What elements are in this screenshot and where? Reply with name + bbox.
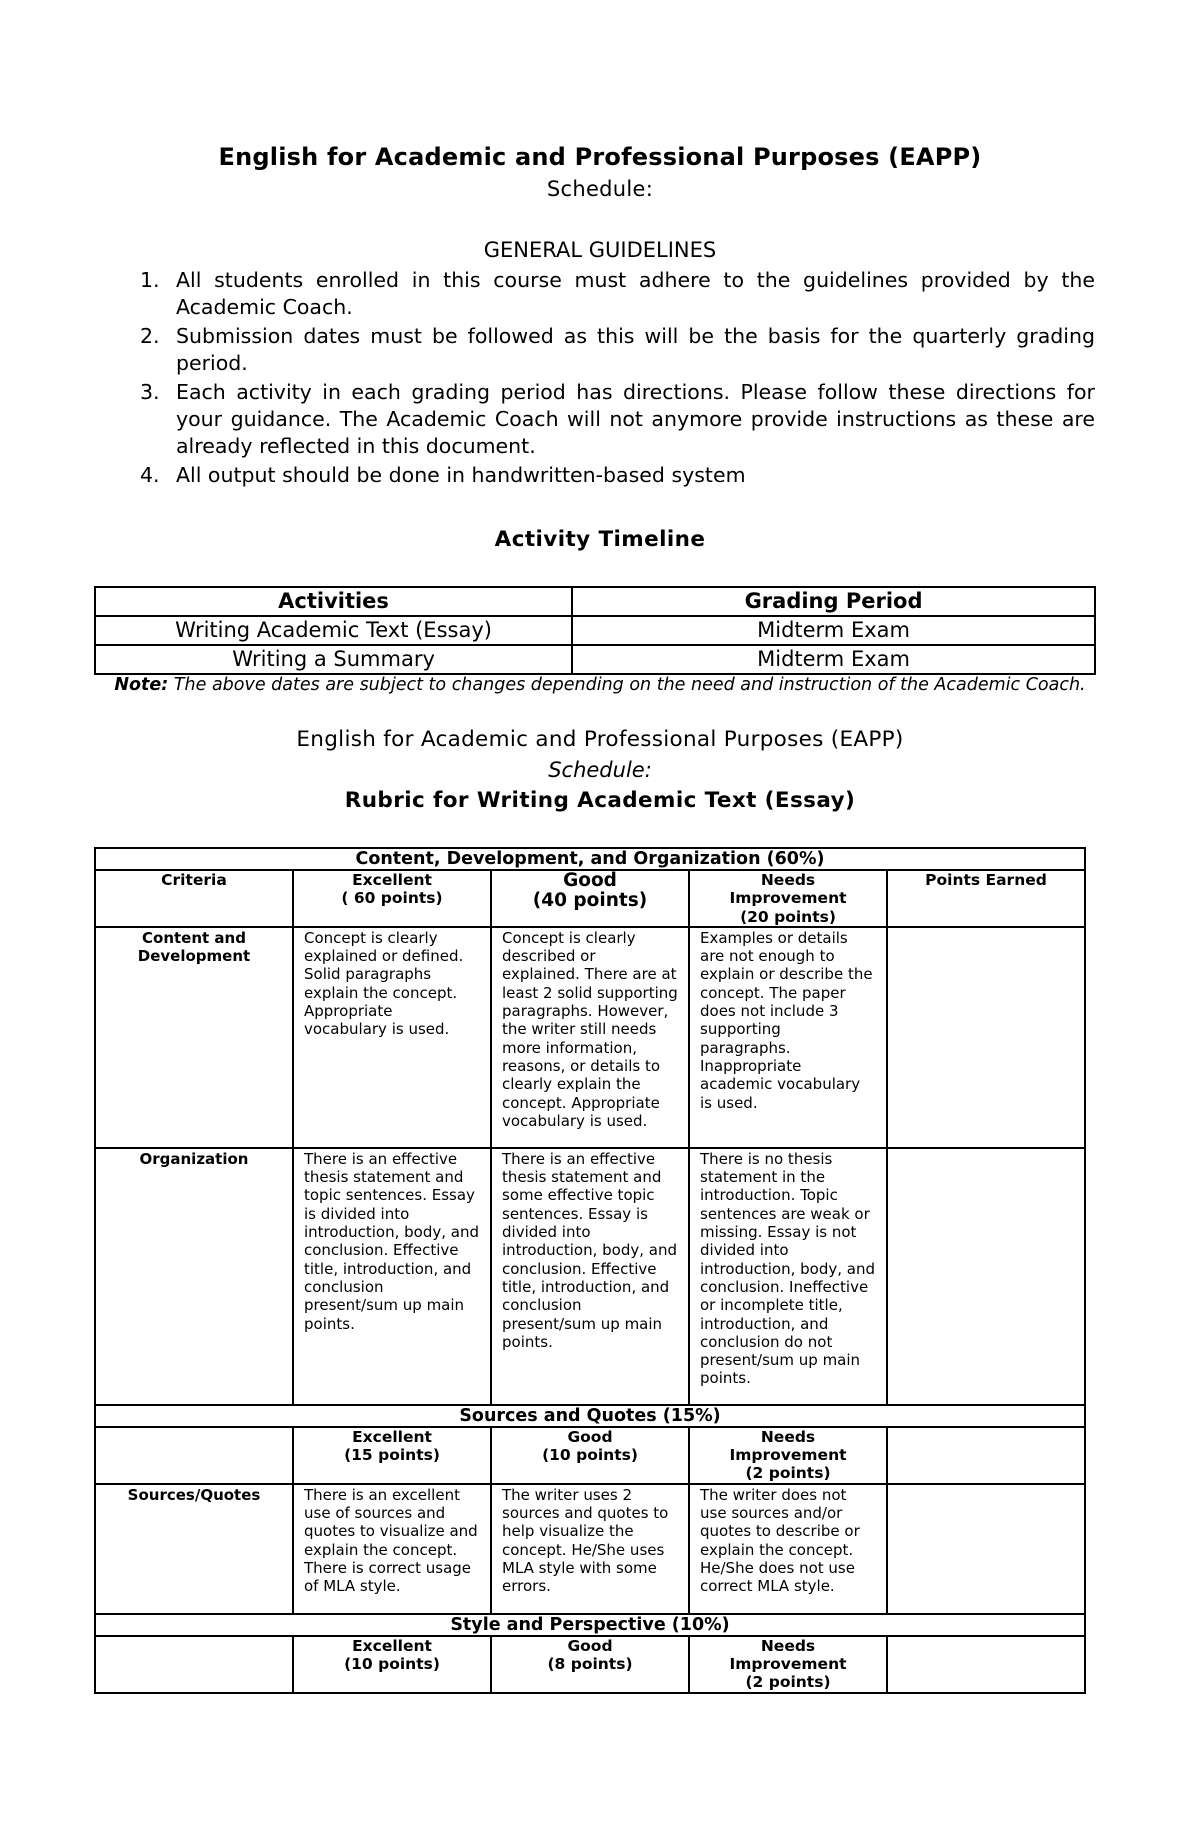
needs-improvement-header: Needs Improvement (20 points)	[689, 870, 887, 927]
guideline-text: Each activity in each grading period has directions. Please follow these directions for your guidance. The Academic Coach will not anymore provide instructions as these are already reflected in this document.	[176, 380, 1095, 458]
rubric-section-title: Style and Perspective (10%)	[95, 1614, 1085, 1636]
criteria-cell: Sources/Quotes	[95, 1484, 293, 1614]
excellent-cell: Concept is clearly explained or defined. Solid paragraphs explain the concept. Appropriate vocabulary is used.	[293, 927, 491, 1148]
good-header: Good (10 points)	[491, 1427, 689, 1484]
guideline-number: 4.	[140, 463, 160, 487]
column-header-activities: Activities	[95, 587, 572, 616]
excellent-header: Excellent (15 points)	[293, 1427, 491, 1484]
activity-cell: Writing a Summary	[95, 645, 572, 674]
needs-improvement-cell: The writer does not use sources and/or quotes to describe or explain the concept. He/She does not use correct MLA style.	[689, 1484, 887, 1614]
guideline-item	[140, 267, 1095, 321]
criteria-cell: Organization	[95, 1148, 293, 1405]
rubric-header-row	[95, 870, 1085, 927]
guidelines-list	[140, 267, 1095, 491]
good-cell: The writer uses 2 sources and quotes to help visualize the concept. He/She uses MLA style with some errors.	[491, 1484, 689, 1614]
excellent-cell: There is an excellent use of sources and quotes to visualize and explain the concept. There is correct usage of MLA style.	[293, 1484, 491, 1614]
needs-improvement-cell: Examples or details are not enough to explain or describe the concept. The paper does not include 3 supporting paragraphs. Inappropriate academic vocabulary is used.	[689, 927, 887, 1148]
rubric-header-row	[95, 1636, 1085, 1693]
document-title: English for Academic and Professional Purposes (EAPP)	[218, 143, 982, 171]
rubric-section-row	[95, 1614, 1085, 1636]
criteria-header: Criteria	[95, 870, 293, 927]
points-earned-cell	[887, 1484, 1085, 1614]
needs-improvement-header: Needs Improvement (2 points)	[689, 1636, 887, 1693]
points-earned-header	[887, 1427, 1085, 1484]
rubric-row	[95, 1484, 1085, 1614]
points-earned-header	[887, 1636, 1085, 1693]
rubric-row	[95, 927, 1085, 1148]
rubric-section-title: Sources and Quotes (15%)	[95, 1405, 1085, 1427]
activity-cell: Writing Academic Text (Essay)	[95, 616, 572, 645]
note-label: Note:	[114, 675, 169, 695]
good-cell: Concept is clearly described or explained. There are at least 2 solid supporting paragraphs. However, the writer still needs more information, reasons, or details to clearly explain the concept. Appropriate vocabulary is used.	[491, 927, 689, 1148]
criteria-header	[95, 1636, 293, 1693]
guideline-item	[140, 379, 1095, 460]
guideline-item	[140, 462, 1095, 489]
criteria-header	[95, 1427, 293, 1484]
points-earned-cell	[887, 927, 1085, 1148]
grading-period-cell: Midterm Exam	[572, 616, 1095, 645]
table-row	[95, 616, 1095, 645]
rubric-table	[94, 847, 1086, 1694]
table-header-row	[95, 587, 1095, 616]
rubric-section-row	[95, 848, 1085, 870]
guideline-number: 1.	[140, 268, 160, 292]
rubric-section-title: Content, Development, and Organization (60%)	[95, 848, 1085, 870]
table-row	[95, 645, 1095, 674]
activity-timeline-table	[94, 586, 1096, 675]
needs-improvement-header: Needs Improvement (2 points)	[689, 1427, 887, 1484]
rubric-row	[95, 1148, 1085, 1405]
section-title: English for Academic and Professional Purposes (EAPP)	[296, 727, 904, 752]
column-header-grading-period: Grading Period	[572, 587, 1095, 616]
timeline-heading: Activity Timeline	[494, 527, 706, 552]
schedule-label: Schedule:	[546, 177, 654, 201]
note-text: The above dates are subject to changes depending on the need and instruction of the Academic Coach.	[168, 675, 1086, 695]
timeline-note	[0, 675, 1200, 695]
needs-improvement-cell: There is no thesis statement in the introduction. Topic sentences are weak or missing. Essay is not divided into introduction, body, and conclusion. Ineffective or incomplete title, introduction, and conclusion do not present/sum up main points.	[689, 1148, 887, 1405]
guideline-number: 2.	[140, 324, 160, 348]
guidelines-heading: GENERAL GUIDELINES	[483, 238, 717, 262]
good-cell: There is an effective thesis statement and some effective topic sentences. Essay is divided into introduction, body, and conclusion. Effective title, introduction, and conclusion present/sum up main points.	[491, 1148, 689, 1405]
rubric-section-row	[95, 1405, 1085, 1427]
guideline-text: Submission dates must be followed as this will be the basis for the quarterly grading period.	[176, 324, 1095, 375]
guideline-item	[140, 323, 1095, 377]
guideline-number: 3.	[140, 380, 160, 404]
points-earned-cell	[887, 1148, 1085, 1405]
criteria-cell: Content and Development	[95, 927, 293, 1148]
grading-period-cell: Midterm Exam	[572, 645, 1095, 674]
good-header: Good (8 points)	[491, 1636, 689, 1693]
excellent-header: Excellent ( 60 points)	[293, 870, 491, 927]
rubric-title: Rubric for Writing Academic Text (Essay)	[344, 788, 856, 813]
section-schedule-label: Schedule:	[548, 758, 652, 782]
excellent-cell: There is an effective thesis statement and topic sentences. Essay is divided into introduction, body, and conclusion. Effective title, introduction, and conclusion present/sum up main points.	[293, 1148, 491, 1405]
points-earned-header: Points Earned	[887, 870, 1085, 927]
excellent-header: Excellent (10 points)	[293, 1636, 491, 1693]
guideline-text: All output should be done in handwritten-based system	[176, 463, 746, 487]
rubric-header-row	[95, 1427, 1085, 1484]
guideline-text: All students enrolled in this course must adhere to the guidelines provided by the Academic Coach.	[176, 268, 1095, 319]
good-header: Good (40 points)	[491, 870, 689, 927]
